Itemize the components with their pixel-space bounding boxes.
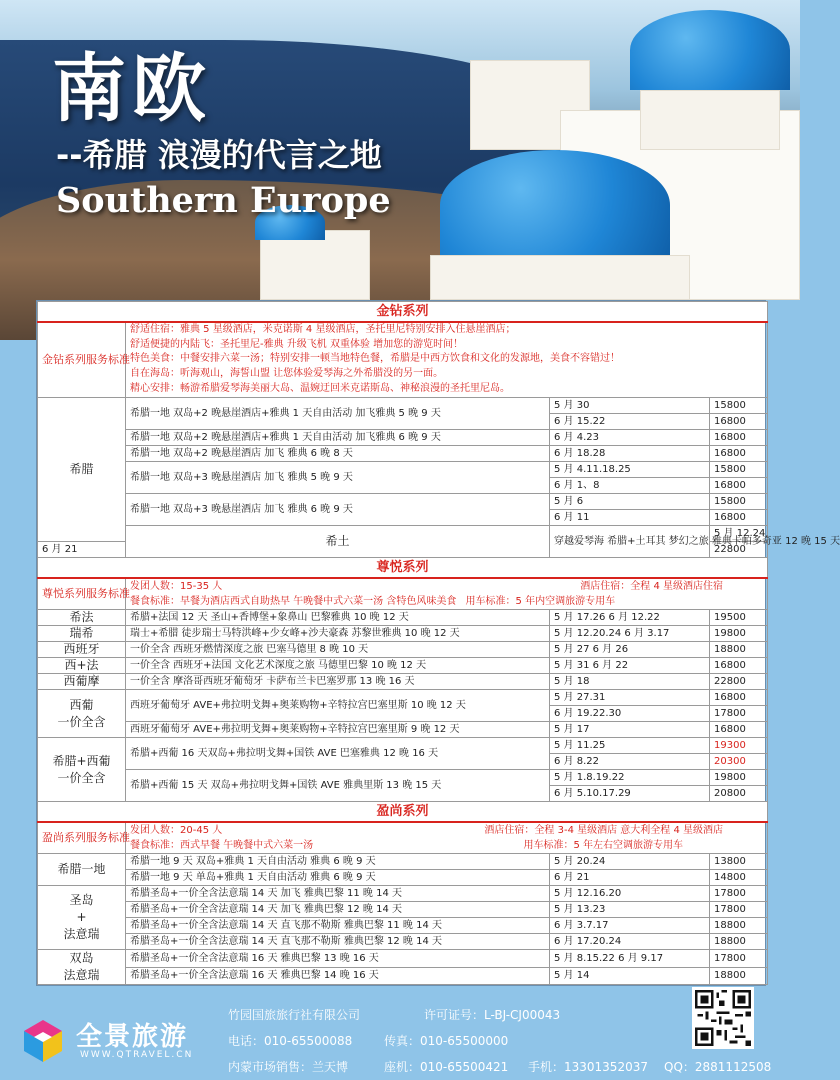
price: 14800 — [710, 870, 768, 886]
hotel-standard: 酒店住宿：全程 3-4 星级酒店 意大利全程 4 星级酒店 — [484, 824, 724, 836]
yingshang-section-title: 盈尚系列 — [38, 802, 768, 822]
route: 穿越爱琴海 希腊+土耳其 梦幻之旅 雅典卡帕多奇亚 12 晚 15 天 — [550, 526, 710, 558]
route: 一价全含 西班牙燃情深度之旅 巴塞马德里 8 晚 10 天 — [126, 642, 550, 658]
gold-section-title: 金钻系列 — [38, 302, 768, 322]
dest-line: 一价全含 — [57, 770, 106, 785]
price: 15800 — [710, 398, 768, 414]
date: 6 月 1、8 — [550, 478, 710, 494]
price: 20800 — [710, 786, 768, 802]
date: 6 月 21 — [38, 542, 126, 558]
date: 6 月 17.20.24 — [550, 934, 710, 950]
zunyue-service-label: 尊悦系列服务标准 — [38, 578, 126, 610]
car-standard: 用车标准：5 年左右空调旅游专用车 — [523, 839, 684, 851]
price: 17800 — [710, 950, 768, 968]
date: 5 月 11.25 — [550, 738, 710, 754]
route: 希腊圣岛+一价全含法意瑞 14 天 加飞 雅典巴黎 12 晚 14 天 — [126, 902, 550, 918]
date: 5 月 1.8.19.22 — [550, 770, 710, 786]
date: 5 月 8.15.22 6 月 9.17 — [550, 950, 710, 968]
brand-logo-icon — [20, 1018, 66, 1064]
date: 5 月 18 — [550, 674, 710, 690]
brand-url[interactable]: WWW.QTRAVEL.CN — [80, 1050, 194, 1060]
date: 5 月 27 6 月 26 — [550, 642, 710, 658]
dest-greece: 希腊 — [38, 398, 126, 542]
route: 希腊一地 9 天 单岛+雅典 1 天自由活动 雅典 6 晚 9 天 — [126, 870, 550, 886]
blue-dome-main — [440, 150, 670, 260]
zunyue-section-title: 尊悦系列 — [38, 558, 768, 578]
date: 5 月 30 — [550, 398, 710, 414]
title-cn: 南欧 — [52, 46, 212, 132]
date: 6 月 3.7.17 — [550, 918, 710, 934]
price: 13800 — [710, 854, 768, 870]
date: 5 月 4.11.18.25 — [550, 462, 710, 478]
dest-line: 希腊+西葡 — [52, 753, 111, 768]
price: 16800 — [710, 690, 768, 706]
blue-dome-top — [630, 10, 790, 90]
date: 6 月 19.22.30 — [550, 706, 710, 722]
dest-spain-portugal — [38, 690, 126, 738]
price: 15800 — [710, 462, 768, 478]
date: 6 月 5.10.17.29 — [550, 786, 710, 802]
group-size: 发团人数：15-35 人 — [130, 580, 223, 592]
route: 希腊+西葡 15 天 双岛+弗拉明戈舞+国铁 AVE 雅典里斯 13 晚 15 天 — [126, 770, 550, 802]
route: 希腊圣岛+一价全含法意瑞 14 天 直飞那不勒斯 雅典巴黎 12 晚 14 天 — [126, 934, 550, 950]
date: 5 月 6 — [550, 494, 710, 510]
feature-line: 特色美食：中餐安排六菜一汤；特别安排一顿当地特色餐，希腊是中西方饮食和文化的发源地，美食不容错过！ — [130, 353, 620, 365]
dest-greece-turkey: 希土 — [126, 526, 550, 558]
price: 22800 — [710, 542, 768, 558]
date: 5 月 31 6 月 22 — [550, 658, 710, 674]
zunyue-std-line1 — [126, 578, 768, 594]
date: 5 月 12.24 — [710, 526, 768, 542]
price: 17800 — [710, 886, 768, 902]
yingshang-service-label: 盈尚系列服务标准 — [38, 822, 126, 854]
dest-line: + — [76, 910, 87, 924]
date: 5 月 17 — [550, 722, 710, 738]
gold-features — [126, 322, 768, 398]
route: 希腊一地 双岛+2 晚悬崖酒店+雅典 1 天自由活动 加飞雅典 6 晚 9 天 — [126, 430, 550, 446]
brand-name: 全景旅游 — [76, 1022, 189, 1052]
car-standard: 用车标准：5 年内空调旅游专用车 — [465, 595, 616, 607]
price: 19800 — [710, 626, 768, 642]
price: 16800 — [710, 510, 768, 526]
dome-base — [640, 90, 780, 150]
route: 西班牙葡萄牙 AVE+弗拉明戈舞+奥莱购物+辛特拉宫巴塞里斯 9 晚 12 天 — [126, 722, 550, 738]
route: 希腊+西葡 16 天双岛+弗拉明戈舞+国铁 AVE 巴塞雅典 12 晚 16 天 — [126, 738, 550, 770]
price: 19800 — [710, 770, 768, 786]
date: 6 月 11 — [550, 510, 710, 526]
dest: 瑞希 — [38, 626, 126, 642]
date: 6 月 21 — [550, 870, 710, 886]
dest: 西班牙 — [38, 642, 126, 658]
feature-line: 自在海岛：听海观山，海誓山盟 让您体验爱琴海之外希腊没的另一面。 — [130, 368, 444, 380]
feature-line: 舒适便捷的内陆飞：圣托里尼-雅典 升级飞机 双重体验 增加您的游览时间！ — [130, 338, 464, 350]
hero-banner — [0, 0, 800, 300]
date: 6 月 18.28 — [550, 446, 710, 462]
dest-line: 圣岛 — [69, 893, 94, 907]
route: 希腊圣岛+一价全含法意瑞 14 天 加飞 雅典巴黎 11 晚 14 天 — [126, 886, 550, 902]
dest: 西+法 — [38, 658, 126, 674]
price: 18800 — [710, 967, 768, 985]
price: 16800 — [710, 722, 768, 738]
route: 西班牙葡萄牙 AVE+弗拉明戈舞+奥莱购物+辛特拉宫巴塞里斯 10 晚 12 天 — [126, 690, 550, 722]
hotel-standard: 酒店住宿：全程 4 星级酒店住宿 — [580, 580, 724, 592]
price: 19500 — [710, 610, 768, 626]
qq: QQ：2881112508 — [664, 1060, 772, 1074]
title-en: Southern Europe — [56, 180, 391, 221]
route: 希腊一地 9 天 双岛+雅典 1 天自由活动 雅典 6 晚 9 天 — [126, 854, 550, 870]
price: 16800 — [710, 446, 768, 462]
dest-line: 法意瑞 — [63, 927, 100, 941]
date: 5 月 13.23 — [550, 902, 710, 918]
dest-greece-only: 希腊一地 — [38, 854, 126, 886]
gold-service-label: 金钻系列服务标准 — [38, 322, 126, 398]
group-size: 发团人数：20-45 人 — [130, 824, 223, 836]
route: 希腊一地 双岛+3 晚悬崖酒店 加飞 雅典 5 晚 9 天 — [126, 462, 550, 494]
price-table-panel — [36, 300, 840, 986]
yingshang-std-line2 — [126, 838, 768, 854]
price: 16800 — [710, 658, 768, 674]
feature-line: 舒适住宿：雅典 5 星级酒店，米克诺斯 4 星级酒店，圣托里尼特别安排入住悬崖酒店； — [130, 324, 516, 336]
price: 18800 — [710, 918, 768, 934]
dest-line: 双岛 — [69, 951, 94, 965]
price: 16800 — [710, 414, 768, 430]
price: 16800 — [710, 478, 768, 494]
price: 17800 — [710, 706, 768, 722]
subtitle: --希腊 浪漫的代言之地 — [56, 136, 382, 174]
fax: 传真：010-65500000 — [384, 1034, 509, 1048]
company-name: 竹园国旅旅行社有限公司 — [228, 1008, 361, 1022]
route: 瑞士+希腊 徒步瑞士马特洪峰+少女峰+沙夫豪森 苏黎世雅典 10 晚 12 天 — [126, 626, 550, 642]
landline: 座机：010-65500421 — [384, 1060, 509, 1074]
dest: 希法 — [38, 610, 126, 626]
bell-tower — [260, 230, 370, 300]
date: 5 月 20.24 — [550, 854, 710, 870]
date: 6 月 15.22 — [550, 414, 710, 430]
route: 希腊一地 双岛+3 晚悬崖酒店 加飞 雅典 6 晚 9 天 — [126, 494, 550, 526]
date: 5 月 27.31 — [550, 690, 710, 706]
route: 一价全含 摩洛哥西班牙葡萄牙 卡萨布兰卡巴塞罗那 13 晚 16 天 — [126, 674, 550, 690]
phone: 电话：010-65500088 — [228, 1034, 353, 1048]
date: 5 月 12.16.20 — [550, 886, 710, 902]
price: 20300 — [710, 754, 768, 770]
price: 18800 — [710, 934, 768, 950]
feature-line: 精心安排：畅游希腊爱琴海美丽大岛、温婉迂回米克诺斯岛、神秘浪漫的圣托里尼岛。 — [130, 382, 510, 394]
route: 希腊一地 双岛+2 晚悬崖酒店 加飞 雅典 6 晚 8 天 — [126, 446, 550, 462]
dest-line: 西葡 — [69, 697, 94, 712]
license-number: 许可证号：L-BJ-CJ00043 — [424, 1008, 561, 1022]
route: 希腊圣岛+一价全含法意瑞 14 天 直飞那不勒斯 雅典巴黎 11 晚 14 天 — [126, 918, 550, 934]
price: 19300 — [710, 738, 768, 754]
date: 6 月 8.22 — [550, 754, 710, 770]
meal-standard: 餐食标准：早餐为酒店西式自助热早 午晚餐中式六菜一汤 含特色风味美食 — [130, 595, 457, 607]
date: 6 月 4.23 — [550, 430, 710, 446]
route: 一价全含 西班牙+法国 文化艺术深度之旅 马德里巴黎 10 晚 12 天 — [126, 658, 550, 674]
price: 18800 — [710, 642, 768, 658]
route: 希腊一地 双岛+2 晚悬崖酒店+雅典 1 天自由活动 加飞雅典 5 晚 9 天 — [126, 398, 550, 430]
dest-santorini-fis — [38, 886, 126, 950]
date: 5 月 14 — [550, 967, 710, 985]
route: 希腊+法国 12 天 圣山+香博堡+象鼻山 巴黎雅典 10 晚 12 天 — [126, 610, 550, 626]
price: 17800 — [710, 902, 768, 918]
dome-drum — [430, 255, 690, 300]
price-table — [37, 301, 840, 985]
dest: 西葡摩 — [38, 674, 126, 690]
zunyue-std-line2 — [126, 594, 768, 610]
dest-double-island-fis — [38, 950, 126, 985]
price: 22800 — [710, 674, 768, 690]
dest-line: 一价全含 — [57, 714, 106, 729]
route: 希腊圣岛+一价全含法意瑞 16 天 雅典巴黎 13 晚 16 天 — [126, 950, 550, 968]
mobile: 手机：13301352037 — [528, 1060, 648, 1074]
dest-line: 法意瑞 — [63, 968, 100, 982]
price: 16800 — [710, 430, 768, 446]
route: 希腊圣岛+一价全含法意瑞 16 天 雅典巴黎 14 晚 16 天 — [126, 967, 550, 985]
qr-code-icon[interactable] — [692, 987, 754, 1049]
date: 5 月 17.26 6 月 12.22 — [550, 610, 710, 626]
meal-standard: 餐食标准：西式早餐 午晚餐中式六菜一汤 — [130, 839, 314, 851]
price: 15800 — [710, 494, 768, 510]
sales-contact: 内蒙市场销售：兰天博 — [228, 1060, 349, 1074]
dest-greece-spain-portugal — [38, 738, 126, 802]
date: 5 月 12.20.24 6 月 3.17 — [550, 626, 710, 642]
yingshang-std-line1 — [126, 822, 768, 838]
